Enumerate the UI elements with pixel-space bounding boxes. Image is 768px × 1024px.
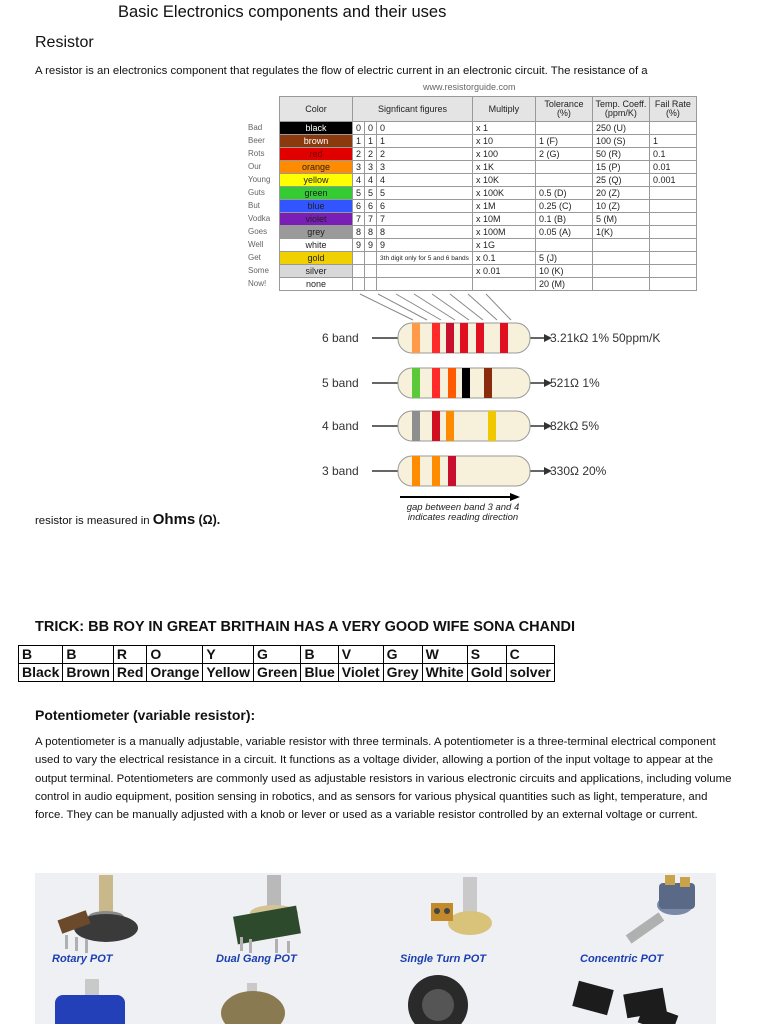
trick-letter: Y xyxy=(203,646,254,664)
trick-letter: B xyxy=(19,646,63,664)
gap-note: gap between band 3 and 4 indicates reading direction xyxy=(406,502,520,523)
multiplier: x 10K xyxy=(472,174,535,187)
color-swatch: blue xyxy=(280,200,353,213)
resistor-1 xyxy=(322,323,660,353)
digit-1: 3 xyxy=(353,161,365,174)
resistor-3 xyxy=(322,411,599,441)
digit-1: 5 xyxy=(353,187,365,200)
digit-2: 5 xyxy=(365,187,377,200)
fail-rate xyxy=(649,278,696,291)
fail-rate: 0.1 xyxy=(649,148,696,161)
fail-rate xyxy=(649,265,696,278)
color-band xyxy=(412,456,420,486)
tolerance: 0.25 (C) xyxy=(535,200,592,213)
multiplier: x 1M xyxy=(472,200,535,213)
trick-letter: B xyxy=(63,646,114,664)
page-title: Basic Electronics components and their uses xyxy=(118,3,447,21)
digit-2 xyxy=(365,252,377,265)
color-band xyxy=(432,323,440,353)
digit-2: 7 xyxy=(365,213,377,226)
digit-2: 4 xyxy=(365,174,377,187)
trick-letter: G xyxy=(383,646,422,664)
source-url: www.resistorguide.com xyxy=(423,82,516,92)
potentiometer-image xyxy=(35,873,716,1024)
color-table-body xyxy=(245,122,696,291)
digit-1 xyxy=(353,278,365,291)
band-reading: 521Ω 1% xyxy=(550,376,600,390)
mnemonic-word: Guts xyxy=(248,188,265,197)
trick-letter: V xyxy=(338,646,383,664)
color-swatch: green xyxy=(280,187,353,200)
color-band xyxy=(446,411,454,441)
multiplier xyxy=(472,278,535,291)
temp-coeff xyxy=(592,278,649,291)
color-band xyxy=(500,323,508,353)
digit-1: 2 xyxy=(353,148,365,161)
temp-coeff: 10 (Z) xyxy=(592,200,649,213)
trick-color: Black xyxy=(19,664,63,682)
resistor-4 xyxy=(322,456,607,486)
pot-caption-1: Rotary POT xyxy=(52,953,113,965)
fail-rate xyxy=(649,226,696,239)
mnemonic-word: Our xyxy=(248,162,262,171)
color-band xyxy=(476,323,484,353)
tolerance: 0.1 (B) xyxy=(535,213,592,226)
multiplier: x 10M xyxy=(472,213,535,226)
digit-3: 3 xyxy=(377,161,473,174)
word-col-header xyxy=(245,97,280,122)
fail-rate xyxy=(649,200,696,213)
potentiometer-illustrations xyxy=(35,873,716,1024)
digit-1: 8 xyxy=(353,226,365,239)
color-band xyxy=(446,323,454,353)
digit-2: 8 xyxy=(365,226,377,239)
guide-lines xyxy=(360,294,511,320)
trick-color: Violet xyxy=(338,664,383,682)
color-swatch: brown xyxy=(280,135,353,148)
digit-2: 3 xyxy=(365,161,377,174)
digit-1 xyxy=(353,265,365,278)
digit-3: 0 xyxy=(377,122,473,135)
color-row xyxy=(245,252,696,265)
temp-coeff xyxy=(592,252,649,265)
color-swatch: black xyxy=(280,122,353,135)
band-reading: 330Ω 20% xyxy=(550,464,607,478)
reading-direction-arrowhead xyxy=(510,493,520,501)
digit-3: 2 xyxy=(377,148,473,161)
color-swatch: none xyxy=(280,278,353,291)
tolerance: 2 (G) xyxy=(535,148,592,161)
multiplier: x 100 xyxy=(472,148,535,161)
color-swatch: yellow xyxy=(280,174,353,187)
multiplier: x 100K xyxy=(472,187,535,200)
color-band xyxy=(448,456,456,486)
resistor-2 xyxy=(322,368,600,398)
trick-color: Brown xyxy=(63,664,114,682)
color-swatch: orange xyxy=(280,161,353,174)
multiplier: x 1 xyxy=(472,122,535,135)
concentric-pot-illustration xyxy=(626,875,695,944)
digit-3: 1 xyxy=(377,135,473,148)
trick-color: Green xyxy=(253,664,300,682)
header-significant: Signficant figures xyxy=(353,97,473,122)
dual-gang-pot-illustration xyxy=(233,875,301,953)
color-row xyxy=(245,148,696,161)
ohms-symbol: (Ω). xyxy=(198,513,221,527)
color-swatch: silver xyxy=(280,265,353,278)
temp-coeff xyxy=(592,265,649,278)
header-tolerance: Tolerance (%) xyxy=(535,97,592,122)
color-band xyxy=(460,323,468,353)
header-temp-coeff: Temp. Coeff. (ppm/K) xyxy=(592,97,649,122)
pot-caption-3: Single Turn POT xyxy=(400,953,486,965)
tolerance xyxy=(535,239,592,252)
trick-color: solver xyxy=(506,664,554,682)
digit-2: 0 xyxy=(365,122,377,135)
digit-3: 8 xyxy=(377,226,473,239)
color-row xyxy=(245,174,696,187)
band-reading: 82kΩ 5% xyxy=(550,419,599,433)
color-swatch: gold xyxy=(280,252,353,265)
digit-1: 6 xyxy=(353,200,365,213)
trick-letter: C xyxy=(506,646,554,664)
fail-rate: 1 xyxy=(649,135,696,148)
multiplier: x 1K xyxy=(472,161,535,174)
color-swatch: white xyxy=(280,239,353,252)
digit-3 xyxy=(377,278,473,291)
temp-coeff: 15 (P) xyxy=(592,161,649,174)
temp-coeff: 5 (M) xyxy=(592,213,649,226)
digit-2: 1 xyxy=(365,135,377,148)
header-fail-rate: Fail Rate (%) xyxy=(649,97,696,122)
mnemonic-word: Vodka xyxy=(248,214,271,223)
trick-heading: TRICK: BB ROY IN GREAT BRITHAIN HAS A VERY GOOD WIFE SONA CHANDI xyxy=(35,619,576,635)
fail-rate xyxy=(649,213,696,226)
resistor-band-diagram xyxy=(300,292,700,502)
multiplier: x 100M xyxy=(472,226,535,239)
color-band xyxy=(462,368,470,398)
digit-1 xyxy=(353,252,365,265)
fail-rate xyxy=(649,239,696,252)
color-swatch: grey xyxy=(280,226,353,239)
pot-caption-4: Concentric POT xyxy=(580,953,664,965)
digit-3: 3th digit only for 5 and 6 bands xyxy=(377,252,473,265)
mnemonic-word: Beer xyxy=(248,136,265,145)
tolerance: 5 (J) xyxy=(535,252,592,265)
multiplier: x 10 xyxy=(472,135,535,148)
digit-3: 9 xyxy=(377,239,473,252)
potentiometer-paragraph: A potentiometer is a manually adjustable, variable resistor with three terminals. A potentiometer is a three-terminal electrical component used to vary the electrical resistance in a circuit. It functions as a voltage divider, allowing a portion of the input voltage to appear at the output terminal. Potentiometers are commonly used as adjustable resistors in various electronic circuits and applications, including volume control in audio equipment, position sensing in robotics, and as sensors for various physical quantities such as light, temperature, and force. They can be manually adjusted with a knob or lever or used as a variable resistor controlled by an external voltage or current. xyxy=(35,736,732,822)
color-row xyxy=(245,122,696,135)
band-reading: 3.21kΩ 1% 50ppm/K xyxy=(550,331,661,345)
multiplier: x 1G xyxy=(472,239,535,252)
temp-coeff: 25 (Q) xyxy=(592,174,649,187)
tolerance xyxy=(535,161,592,174)
color-band xyxy=(448,368,456,398)
mnemonic-word: Young xyxy=(248,175,271,184)
temp-coeff: 20 (Z) xyxy=(592,187,649,200)
trick-color: Orange xyxy=(147,664,203,682)
band-count-label: 3 band xyxy=(322,464,359,478)
digit-2: 9 xyxy=(365,239,377,252)
trick-color: Grey xyxy=(383,664,422,682)
color-band xyxy=(488,411,496,441)
color-code-table xyxy=(245,96,697,291)
trick-letters-row xyxy=(19,646,555,664)
mnemonic-word: Well xyxy=(248,240,264,249)
tolerance: 10 (K) xyxy=(535,265,592,278)
digit-2: 6 xyxy=(365,200,377,213)
multiplier: x 0.01 xyxy=(472,265,535,278)
color-row xyxy=(245,200,696,213)
trick-colors-row xyxy=(19,664,555,682)
fail-rate xyxy=(649,252,696,265)
digit-3: 6 xyxy=(377,200,473,213)
digit-1: 4 xyxy=(353,174,365,187)
mnemonic-word: Now! xyxy=(248,279,267,288)
header-color: Color xyxy=(280,97,353,122)
trick-color: Blue xyxy=(301,664,338,682)
digit-1: 0 xyxy=(353,122,365,135)
band-count-label: 4 band xyxy=(322,419,359,433)
band-count-label: 5 band xyxy=(322,376,359,390)
trick-letter: W xyxy=(422,646,467,664)
temp-coeff xyxy=(592,239,649,252)
tolerance: 1 (F) xyxy=(535,135,592,148)
color-band xyxy=(484,368,492,398)
second-row-pots xyxy=(55,975,678,1024)
temp-coeff: 100 (S) xyxy=(592,135,649,148)
ohms-unit: Ohms xyxy=(152,511,196,528)
trick-color: White xyxy=(422,664,467,682)
color-row xyxy=(245,265,696,278)
color-band xyxy=(412,368,420,398)
mnemonic-word: But xyxy=(248,201,261,210)
tolerance: 0.05 (A) xyxy=(535,226,592,239)
color-row xyxy=(245,161,696,174)
mnemonic-word: Rots xyxy=(248,149,265,158)
mnemonic-word: Bad xyxy=(248,123,263,132)
trick-table xyxy=(18,645,555,682)
trick-letter: B xyxy=(301,646,338,664)
color-band xyxy=(432,368,440,398)
mnemonic-word: Goes xyxy=(248,227,268,236)
tolerance: 0.5 (D) xyxy=(535,187,592,200)
tolerance: 20 (M) xyxy=(535,278,592,291)
rotary-pot-illustration xyxy=(58,875,138,953)
digit-1: 9 xyxy=(353,239,365,252)
color-row xyxy=(245,226,696,239)
temp-coeff: 1(K) xyxy=(592,226,649,239)
potentiometer-heading: Potentiometer (variable resistor): xyxy=(35,707,256,723)
header-multiply: Multiply xyxy=(472,97,535,122)
ohms-sentence xyxy=(35,511,220,528)
digit-2 xyxy=(365,278,377,291)
digit-3: 7 xyxy=(377,213,473,226)
color-row xyxy=(245,213,696,226)
ohms-prefix: resistor is measured in xyxy=(35,515,153,527)
temp-coeff: 50 (R) xyxy=(592,148,649,161)
trick-letter: G xyxy=(253,646,300,664)
trick-letter: R xyxy=(113,646,146,664)
digit-3: 5 xyxy=(377,187,473,200)
tolerance xyxy=(535,174,592,187)
mnemonic-word: Get xyxy=(248,253,261,262)
resistor-heading: Resistor xyxy=(35,34,94,51)
color-band xyxy=(412,323,420,353)
color-row xyxy=(245,187,696,200)
trick-color: Yellow xyxy=(203,664,254,682)
band-count-label: 6 band xyxy=(322,331,359,345)
resistor-intro: A resistor is an electronics component that regulates the flow of electric current in an electronic circuit. The resistance of a xyxy=(35,65,648,77)
multiplier: x 0.1 xyxy=(472,252,535,265)
trick-color: Gold xyxy=(467,664,506,682)
trick-letter: S xyxy=(467,646,506,664)
digit-2 xyxy=(365,265,377,278)
digit-1: 1 xyxy=(353,135,365,148)
color-swatch: red xyxy=(280,148,353,161)
digit-3: 4 xyxy=(377,174,473,187)
color-swatch: violet xyxy=(280,213,353,226)
color-row xyxy=(245,135,696,148)
digit-1: 7 xyxy=(353,213,365,226)
tolerance xyxy=(535,122,592,135)
fail-rate xyxy=(649,187,696,200)
digit-2: 2 xyxy=(365,148,377,161)
color-row xyxy=(245,239,696,252)
trick-letter: O xyxy=(147,646,203,664)
pot-caption-2: Dual Gang POT xyxy=(216,953,297,965)
color-band xyxy=(412,411,420,441)
color-table-header xyxy=(245,97,696,122)
digit-3 xyxy=(377,265,473,278)
trick-color: Red xyxy=(113,664,146,682)
fail-rate xyxy=(649,122,696,135)
color-row xyxy=(245,278,696,291)
mnemonic-word: Some xyxy=(248,266,269,275)
color-band xyxy=(432,456,440,486)
single-turn-pot-illustration xyxy=(431,877,492,935)
fail-rate: 0.01 xyxy=(649,161,696,174)
fail-rate: 0.001 xyxy=(649,174,696,187)
temp-coeff: 250 (U) xyxy=(592,122,649,135)
color-band xyxy=(432,411,440,441)
